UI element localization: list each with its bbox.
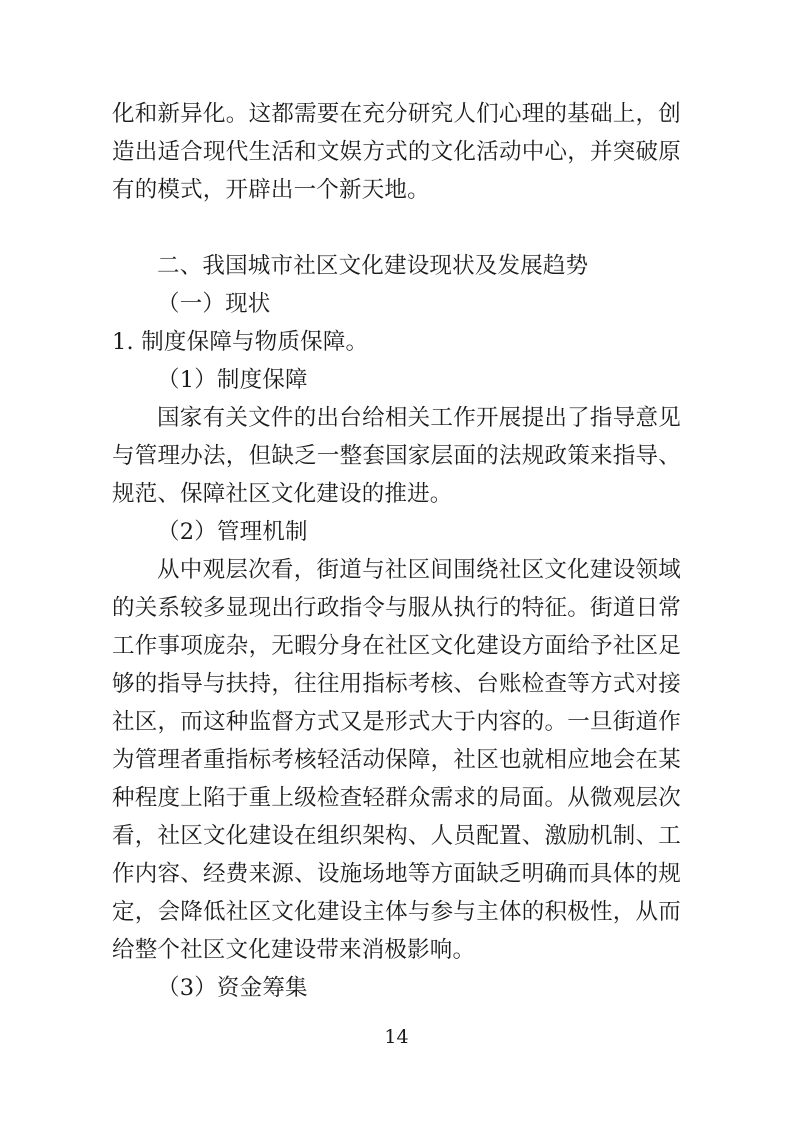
heading-item-1-3: （3）资金筹集	[157, 975, 308, 1001]
paragraph-opening: 化和新异化。这都需要在充分研究人们心理的基础上，创造出适合现代生活和文娱方式的文化活动中心，并突破原有的模式，开辟出一个新天地。	[112, 101, 681, 203]
heading-item-1-2: （2）管理机制	[157, 519, 308, 545]
heading-section-two: 二、我国城市社区文化建设现状及发展趋势	[157, 253, 589, 279]
heading-item-1-1: （1）制度保障	[157, 367, 308, 393]
heading-subsection-one: （一）现状	[157, 291, 271, 317]
paragraph-management-mechanism: 从中观层次看，街道与社区间围绕社区文化建设领域的关系较多显现出行政指令与服从执行的特征。街道日常工作事项庞杂，无暇分身在社区文化建设方面给予社区足够的指导与扶持，往往用指标考核、台账检查等方式对接社区，而这种监督方式又是形式大于内容的。一旦街道作为管理者重指标考核轻活动保障，社区也就相应地会在某种程度上陷于重上级检查轻群众需求的局面。从微观层次看，社区文化建设在组织架构、人员配置、激励机制、工作内容、经费来源、设施场地等方面缺乏明确而具体的规定，会降低社区文化建设主体与参与主体的积极性，从而给整个社区文化建设带来消极影响。	[112, 557, 681, 963]
paragraph-institutional-guarantee: 国家有关文件的出台给相关工作开展提出了指导意见与管理办法，但缺乏一整套国家层面的法规政策来指导、规范、保障社区文化建设的推进。	[112, 405, 681, 507]
document-text-column	[112, 95, 681, 1007]
heading-item-1: 1. 制度保障与物质保障。	[112, 329, 369, 355]
page-number: 14	[384, 1026, 409, 1048]
paragraph-spacer	[112, 209, 681, 247]
